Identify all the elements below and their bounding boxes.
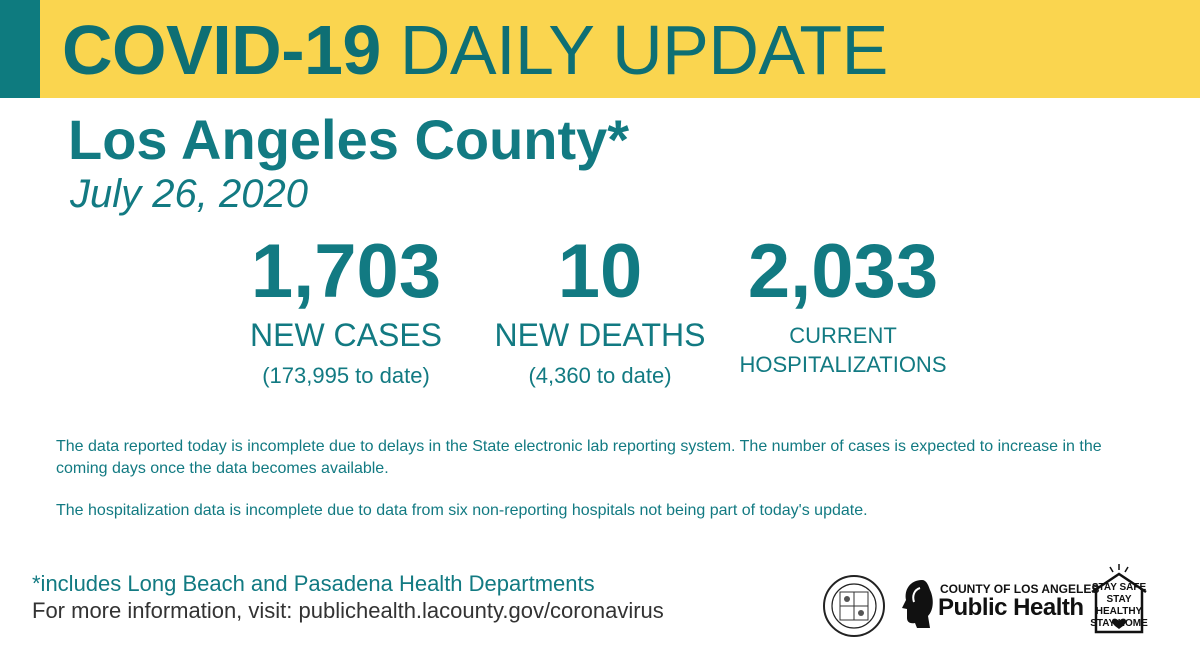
banner-title-light: DAILY UPDATE	[399, 11, 888, 89]
stay-healthy: STAY HEALTHY	[1095, 594, 1143, 617]
more-info-link[interactable]: For more information, visit: publichealth.lacounty.gov/coronavirus	[32, 598, 664, 623]
hospitalizations-value: 2,033	[747, 229, 939, 314]
stat-new-cases	[226, 229, 466, 390]
hospitalizations-label-line1: CURRENT	[789, 323, 897, 348]
banner-stripe	[0, 0, 40, 98]
cases-to-date: (173,995 to date)	[262, 363, 430, 388]
stay-home-text	[1090, 582, 1148, 630]
stat-current-hospitalizations	[718, 229, 968, 378]
banner-title	[62, 10, 888, 90]
note-hospitalization: The hospitalization data is incomplete due to data from six non-reporting hospitals not being part of today's update.	[56, 502, 868, 519]
public-health-county: COUNTY OF LOS ANGELES	[940, 582, 1100, 596]
note-lab-reporting: The data reported today is incomplete due to delays in the State electronic lab reporting system. The number of cases is expected to increase in the coming days once the data becomes available.	[56, 438, 1102, 477]
new-deaths-label: NEW DEATHS	[494, 317, 706, 353]
footnote: *includes Long Beach and Pasadena Health Departments	[32, 571, 595, 596]
stat-new-deaths	[482, 229, 718, 390]
stay-safe: STAY SAFE	[1091, 582, 1147, 593]
stay-home: STAY HOME	[1090, 618, 1148, 629]
public-health-name: Public Health	[938, 594, 1084, 621]
update-date: July 26, 2020	[70, 172, 308, 216]
public-health-head-icon	[900, 578, 934, 630]
hospitalizations-label-line2: HOSPITALIZATIONS	[739, 352, 947, 377]
banner-title-bold: COVID-19	[62, 11, 381, 89]
new-deaths-value: 10	[557, 229, 643, 314]
new-cases-value: 1,703	[250, 229, 442, 314]
deaths-to-date: (4,360 to date)	[528, 363, 672, 388]
title-banner	[0, 0, 1200, 98]
new-cases-label: NEW CASES	[249, 317, 443, 353]
county-heading: Los Angeles County*	[68, 108, 630, 171]
data-notes	[56, 436, 1156, 542]
county-seal-icon	[822, 574, 886, 638]
